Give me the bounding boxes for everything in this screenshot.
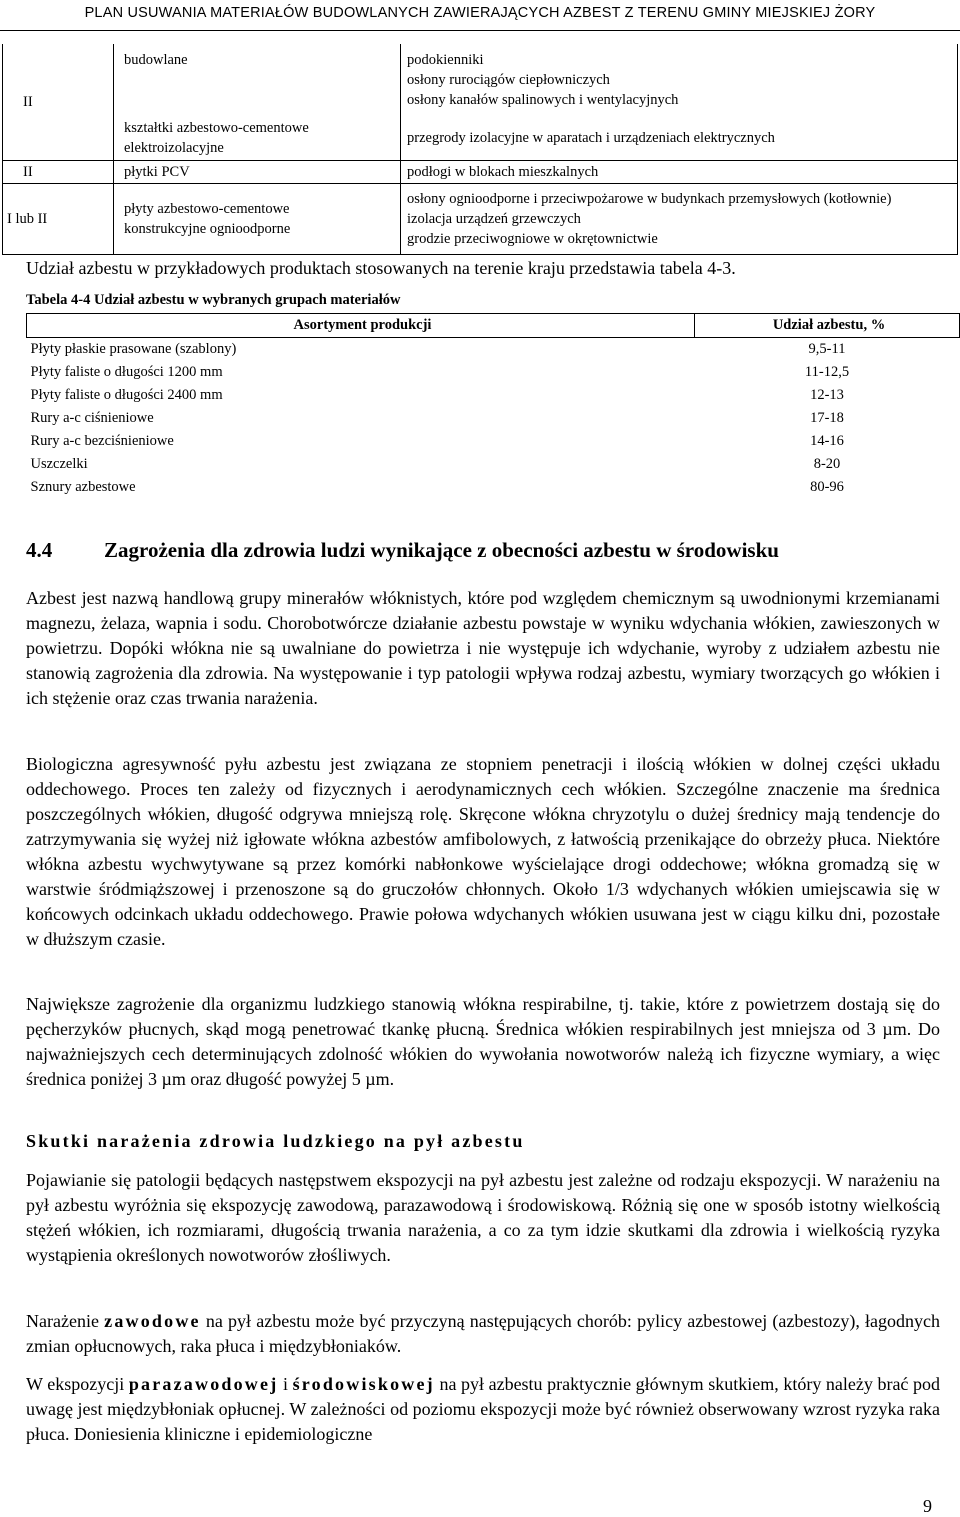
- table-row: [27, 476, 960, 499]
- table-row: [27, 338, 960, 362]
- table-row: [3, 44, 958, 116]
- class-value: I lub II: [7, 211, 48, 227]
- class-value: II: [23, 164, 33, 180]
- paragraph-6: [26, 1372, 940, 1447]
- section-heading: [26, 538, 779, 563]
- table-row: [27, 453, 960, 476]
- text-run: i: [278, 1374, 293, 1394]
- class-value: II: [23, 94, 33, 110]
- materials-classification-table: [2, 44, 958, 255]
- running-header: PLAN USUWANIA MATERIAŁÓW BUDOWLANYCH ZAWIERAJĄCYCH AZBEST Z TERENU GMINY MIEJSKIEJ ŻORY: [0, 0, 960, 31]
- emphasis-environmental: środowiskowej: [292, 1374, 435, 1394]
- text-run: na pył azbestu może być przyczyną następujących chorób: pylicy azbestowej (azbestozy), łagodnych zmian opłucnowych, raka płuca i międzybłoniaków.: [26, 1311, 940, 1356]
- product-name: Uszczelki: [30, 456, 88, 472]
- subsection-heading: Skutki narażenia zdrowia ludzkiego na pył azbestu: [26, 1131, 525, 1151]
- product-name: Rury a-c bezciśnieniowe: [30, 433, 174, 449]
- class-cell: [3, 161, 114, 184]
- type-value: płyty azbestowo-cementowe konstrukcyjne ognioodporne: [124, 201, 291, 237]
- product-name: Płyty faliste o długości 1200 mm: [30, 364, 223, 380]
- uses-cell: [401, 116, 958, 161]
- use-line: izolacja urządzeń grzewczych: [407, 211, 581, 227]
- paragraph-1: Azbest jest nazwą handlową grupy minerałów włóknistych, które pod względem chemicznym są uwodnionymi krzemianami magnezu, żelaza, wapnia i sodu. Chorobotwórcze działanie azbestu powstaje w wyniku wdychania włókien, zawieszonych w powietrzu. Dopóki włókna nie są uwalniane do powietrza i nie występuje ich wdychanie, wyroby z udziałem azbestu nie stanowią zagrożenia dla zdrowia. Na występowanie i typ patologii wpływa rodzaj azbestu, wymiary tworzących go włókien i ich stężenie oraz czas trwania narażenia.: [26, 588, 940, 708]
- table-row: [3, 161, 958, 184]
- use-line: podłogi w blokach mieszkalnych: [407, 164, 599, 180]
- section-title: Zagrożenia dla zdrowia ludzi wynikające z obecności azbestu w środowisku: [104, 538, 779, 562]
- use-line: osłony ognioodporne i przeciwpożarowe w budynkach przemysłowych (kotłownie): [407, 191, 892, 207]
- share-value: 17-18: [810, 410, 844, 426]
- use-line: osłony rurociągów ciepłowniczych: [407, 72, 610, 88]
- table-row: [3, 184, 958, 255]
- type-value: budowlane: [124, 52, 188, 68]
- table-caption: Tabela 4-4 Udział azbestu w wybranych grupach materiałów: [26, 292, 401, 308]
- type-cell: [114, 44, 401, 116]
- use-line: przegrody izolacyjne w aparatach i urządzeniach elektrycznych: [407, 130, 775, 146]
- uses-cell: [401, 161, 958, 184]
- asbestus-content-table: [26, 313, 960, 499]
- use-line: podokienniki: [407, 52, 484, 68]
- type-cell: [114, 184, 401, 255]
- use-line: osłony kanałów spalinowych i wentylacyjnych: [407, 92, 679, 108]
- column-header-share: Udział azbestu, %: [695, 314, 960, 338]
- product-name: Rury a-c ciśnieniowe: [30, 410, 154, 426]
- table-row: [27, 407, 960, 430]
- paragraph-3: Największe zagrożenie dla organizmu ludzkiego stanowią włókna respirabilne, tj. takie, które z powietrzem dostają się do pęcherzyków płucnych, skąd mogą penetrować tkankę płucną. Średnica włókien respirabilnych jest mniejsza od 3 µm. Do najważniejszych cech determinujących zdolność włókien do wywołania nowotworów należą ich fizyczne wymiary, a więc średnica poniżej 3 µm oraz długość powyżej 5 µm.: [26, 994, 940, 1089]
- product-name: Płyty płaskie prasowane (szablony): [27, 338, 695, 362]
- type-cell: [114, 116, 401, 161]
- text-run: W ekspozycji: [26, 1374, 129, 1394]
- share-value: 12-13: [810, 387, 844, 403]
- uses-cell: [401, 44, 958, 116]
- share-value: 8-20: [813, 456, 841, 472]
- share-value: 9,5-11: [695, 338, 960, 362]
- type-value: kształtki azbestowo-cementowe elektroizolacyjne: [124, 120, 309, 156]
- intro-paragraph: Udział azbestu w przykładowych produktach stosowanych na terenie kraju przedstawia tabela 4-3.: [26, 258, 736, 278]
- uses-cell: [401, 184, 958, 255]
- share-value: 80-96: [810, 479, 844, 495]
- paragraph-4: Pojawianie się patologii będących następstwem ekspozycji na pył azbestu jest zależne od rodzaju ekspozycji. W narażeniu na pył azbestu wyróżnia się ekspozycję zawodową, parazawodową i środowiskową. Różnią się one w sposób istotny wielkością stężeń włókien, ich rozmiarami, długością trwania narażenia, a co za tym idzie skutkami dla zdrowia i wielkością ryzyka wystąpienia określonych nowotworów złośliwych.: [26, 1170, 940, 1265]
- product-name: Płyty faliste o długości 2400 mm: [30, 387, 223, 403]
- table-row: [27, 430, 960, 453]
- table-row: [27, 384, 960, 407]
- paragraph-5: [26, 1309, 940, 1359]
- paragraph-2: Biologiczna agresywność pyłu azbestu jest związana ze stopniem penetracji i ilością włókien w dolnej części układu oddechowego. Proces ten zależy od fizycznych i aerodynamicznych cech włókien. Szczególne znaczenie ma średnica poszczególnych włókien, długość odgrywa mniejszą rolę. Skręcone włókna chryzotylu o dużej średnicy mają tendencje do zatrzymywania się wyżej niż igłowate włókna azbestów amfibolowych, z łatwością przenikające do obrzeży płuca. Niektóre włókna azbestu wychwytywane są przez komórki nabłonkowe wyścielające drogi oddechowe; włókna gromadzą się w warstwie śródmiąższowej i przenoszone są do gruczołów chłonnych. Około 1/3 wdychanych włókien umiejscawia się w końcowych odcinkach układu oddechowego. Prawie połowa wdychanych włókien usuwana jest w ciągu kilku dni, pozostałe w dłuższym czasie.: [26, 754, 940, 949]
- type-value: płytki PCV: [124, 164, 190, 180]
- use-line: grodzie przeciwogniowe w okrętownictwie: [407, 231, 658, 247]
- share-value: 11-12,5: [804, 364, 850, 380]
- table-row: [27, 361, 960, 384]
- page-number: 9: [923, 1496, 932, 1516]
- class-cell: [3, 44, 114, 161]
- emphasis-paraoccupational: parazawodowej: [128, 1374, 279, 1394]
- section-number: 4.4: [26, 538, 53, 562]
- text-run: na pył azbestu praktycznie głównym skutkiem, który należy brać pod uwagę jest międzybłoniak opłucnej. W zależności od poziomu ekspozycji może być również obserwowany wzrost ryzyka raka płuca. Doniesienia kliniczne i epidemiologiczne: [26, 1374, 941, 1444]
- class-cell: [3, 184, 114, 255]
- table-header-row: [27, 314, 960, 338]
- share-value: 14-16: [810, 433, 844, 449]
- table-row: [3, 116, 958, 161]
- type-cell: [114, 161, 401, 184]
- text-run: Narażenie: [26, 1311, 105, 1331]
- emphasis-occupational: zawodowe: [104, 1311, 201, 1331]
- column-header-product: Asortyment produkcji: [27, 314, 695, 338]
- product-name: Sznury azbestowe: [30, 479, 136, 495]
